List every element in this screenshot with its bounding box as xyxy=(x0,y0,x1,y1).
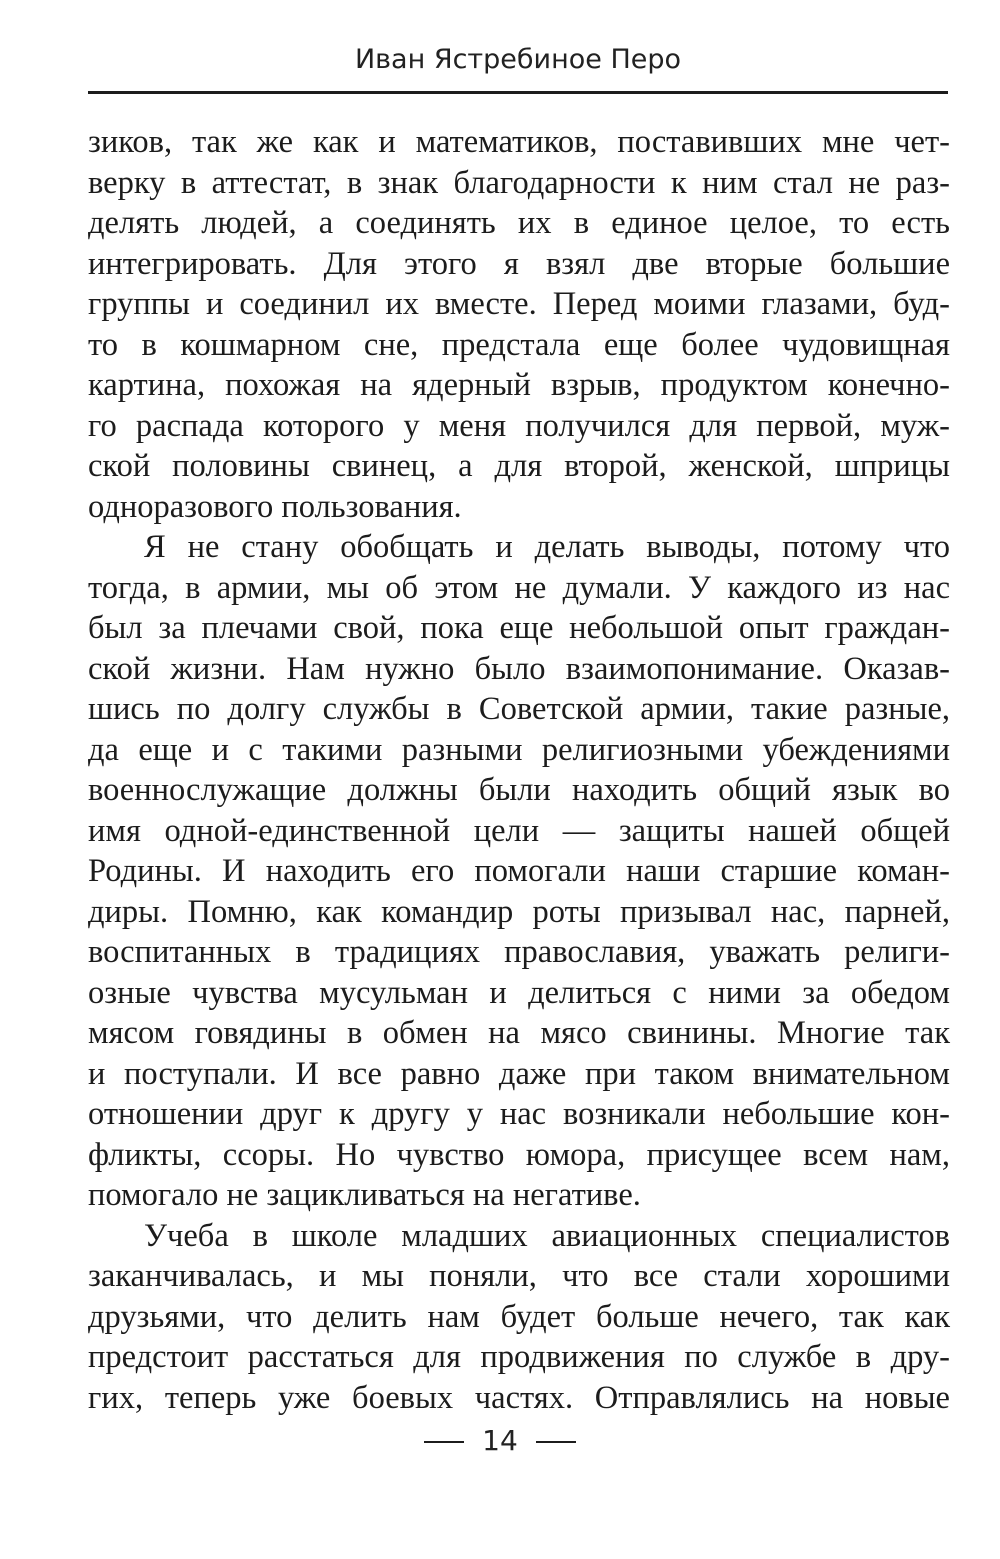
text-line: диры. Помню, как командир роты призывал нас, парней, xyxy=(88,893,950,930)
text-line: одноразового пользования. xyxy=(88,488,462,525)
text-line: друзьями, что делить нам будет больше нечего, так как xyxy=(88,1298,950,1335)
text-line: фликты, ссоры. Но чувство юмора, присущее всем нам, xyxy=(88,1136,950,1173)
text-line: отношении друг к другу у нас возникали небольшие кон- xyxy=(88,1096,950,1132)
text-line: ской жизни. Нам нужно было взаимопонимание. Оказав- xyxy=(88,650,950,687)
text-line: имя одной-единственной цели — защиты нашей общей xyxy=(88,812,950,849)
text-line: интегрировать. Для этого я взял две вторые большие xyxy=(88,245,950,282)
text-line: гих, теперь уже боевых частях. Отправлялись на новые xyxy=(88,1379,950,1416)
text-line: озные чувства мусульман и делиться с ними за обедом xyxy=(88,974,950,1011)
text-line: был за плечами свой, пока еще небольшой опыт граждан- xyxy=(88,610,950,646)
text-line: помогало не зацикливаться на негативе. xyxy=(88,1177,641,1213)
page-body xyxy=(88,122,950,1418)
left-dash xyxy=(424,1441,464,1443)
text-line: делять людей, а соединять их в единое целое, то есть xyxy=(88,205,950,241)
text-line: зиков, так же как и математиков, поставивших мне чет- xyxy=(88,124,950,160)
page-number-footer xyxy=(0,1421,1000,1461)
page-number: 14 xyxy=(482,1424,518,1457)
running-head-title: Иван Ястребиное Перо xyxy=(354,44,682,75)
right-dash xyxy=(536,1441,576,1443)
text-line: картина, похожая на ядерный взрыв, продуктом конечно- xyxy=(88,367,950,403)
paragraph-2 xyxy=(88,527,950,1216)
text-line: верку в аттестат, в знак благодарности к ним стал не раз- xyxy=(88,164,950,201)
text-line: го распада которого у меня получился для первой, муж- xyxy=(88,407,950,444)
paragraph-1 xyxy=(88,122,950,527)
text-line: Учеба в школе младших авиационных специалистов xyxy=(144,1217,950,1254)
text-line: заканчивалась, и мы поняли, что все стали хорошими xyxy=(88,1258,950,1294)
text-line: ской половины свинец, а для второй, женской, шприцы xyxy=(88,448,950,484)
text-line: то в кошмарном сне, предстала еще более чудовищная xyxy=(88,326,950,363)
text-line: мясом говядины в обмен на мясо свинины. Многие так xyxy=(88,1015,950,1051)
paragraph-3 xyxy=(88,1216,950,1419)
text-line: воспитанных в традициях православия, уважать религи- xyxy=(88,934,950,970)
text-line: предстоит расстаться для продвижения по службе в дру- xyxy=(88,1339,950,1375)
header-rule xyxy=(88,91,948,94)
text-line: Родины. И находить его помогали наши старшие коман- xyxy=(88,853,950,889)
text-line: и поступали. И все равно даже при таком внимательном xyxy=(88,1055,950,1092)
text-line: группы и соединил их вместе. Перед моими глазами, буд- xyxy=(88,286,950,322)
text-line: военнослужащие должны были находить общий язык во xyxy=(88,772,950,808)
text-line: тогда, в армии, мы об этом не думали. У каждого из нас xyxy=(88,569,950,606)
text-line: да еще и с такими разными религиозными убеждениями xyxy=(88,731,950,768)
text-line: Я не стану обобщать и делать выводы, потому что xyxy=(144,529,950,565)
text-line: шись по долгу службы в Советской армии, такие разные, xyxy=(88,691,950,727)
